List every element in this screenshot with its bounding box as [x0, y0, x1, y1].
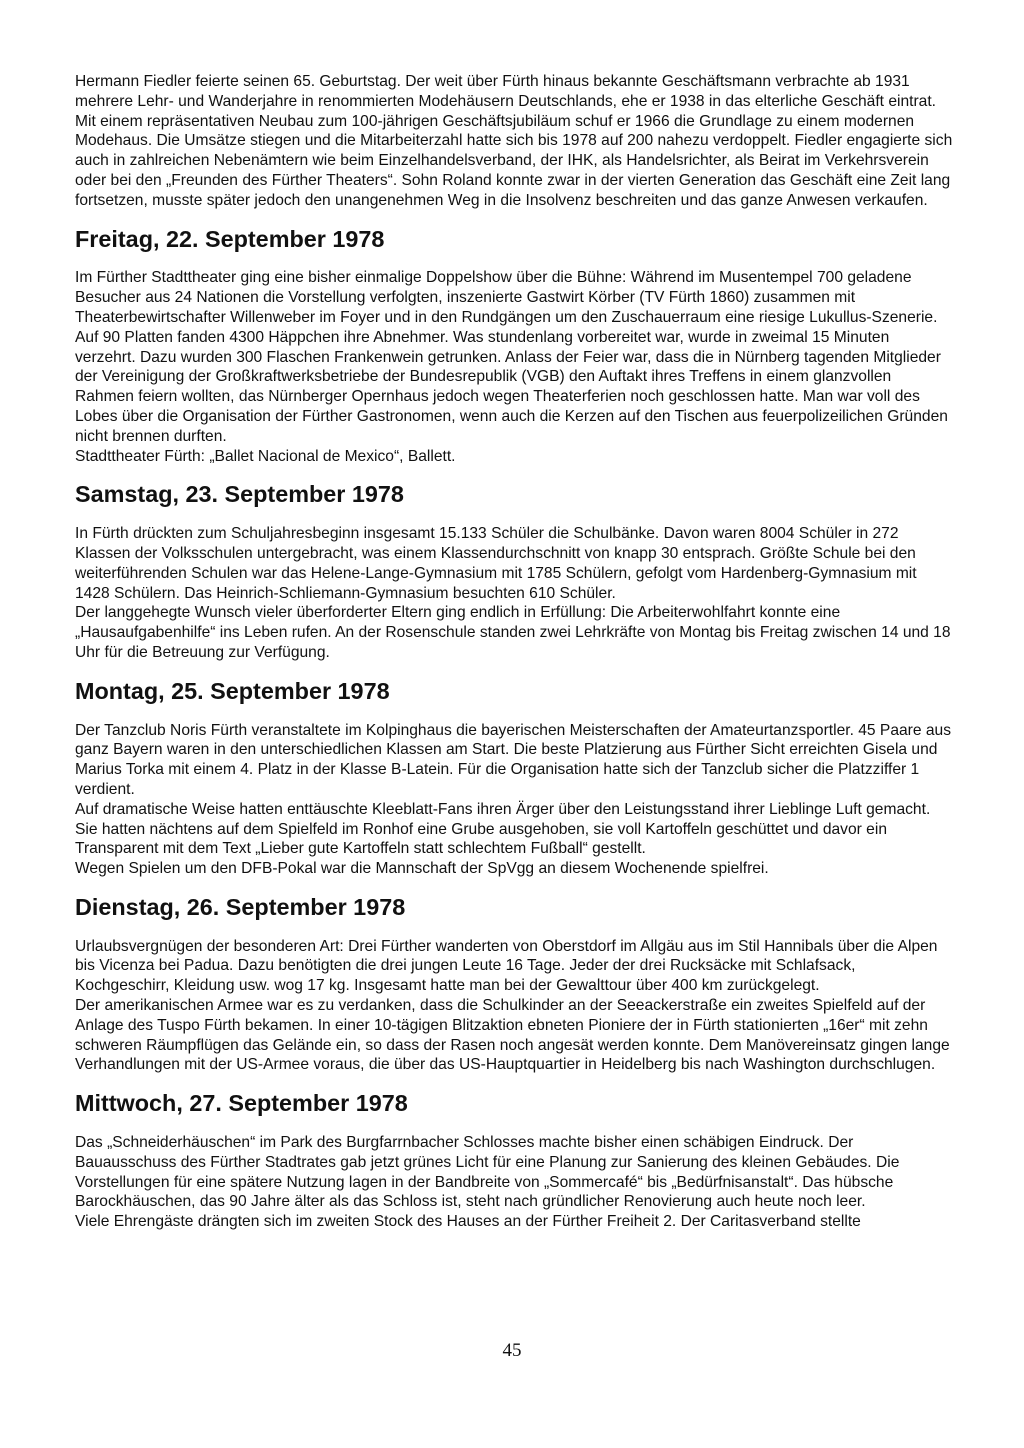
- paragraph: Das „Schneiderhäuschen“ im Park des Burgfarrnbacher Schlosses machte bisher einen schäbigen Eindruck. Der Bauausschuss des Fürther Stadtrates gab jetzt grünes Licht für eine Planung zur Sanierung des kleinen Gebäudes. Die Vorstellungen für eine spätere Nutzung lagen in der Bandbreite von „Sommercafé“ bis „Bedürfnisanstalt“. Das hübsche Barockhäuschen, das 90 Jahre älter als das Schloss ist, steht nach gründlicher Renovierung auch heute noch leer.: [75, 1134, 900, 1211]
- paragraph: Stadttheater Fürth: „Ballet Nacional de Mexico“, Ballett.: [75, 447, 456, 465]
- section-heading: Freitag, 22. September 1978: [75, 225, 385, 252]
- section-heading: Montag, 25. September 1978: [75, 677, 390, 704]
- section-heading: Samstag, 23. September 1978: [75, 481, 404, 508]
- paragraph: Viele Ehrengäste drängten sich im zweiten Stock des Hauses an der Fürther Freiheit 2. Der Caritasverband stellte: [75, 1213, 861, 1231]
- intro-paragraph: Hermann Fiedler feierte seinen 65. Geburtstag. Der weit über Fürth hinaus bekannte Geschäftsmann verbrachte ab 1931 mehrere Lehr- und Wanderjahre in renommierten Modehäusern Deutschlands, ehe er 1938 in das elterliche Geschäft eintrat. Mit einem repräsentativen Neubau zum 100-jährigen Geschäftsjubiläum schuf er 1966 die Grundlage zu einem modernen Modehaus. Die Umsätze stiegen und die Mitarbeiterzahl hatte sich bis 1978 auf 200 nahezu verdoppelt. Fiedler engagierte sich auch in zahlreichen Nebenämtern wie beim Einzelhandelsverband, der IHK, als Handelsrichter, als Beirat im Verkehrsverein oder bei den „Freunden des Fürther Theaters“. Sohn Roland konnte zwar in der vierten Generation das Geschäft eine Zeit lang fortsetzen, musste später jedoch den unangenehmen Weg in die Insolvenz beschreiten und das ganze Anwesen verkaufen.: [75, 73, 953, 209]
- paragraph: In Fürth drückten zum Schuljahresbeginn insgesamt 15.133 Schüler die Schulbänke. Davon waren 8004 Schüler in 272 Klassen der Volksschulen untergebracht, was einem Klassendurchschnitt von knapp 30 entsprach. Größte Schule bei den weiterführenden Schulen war das Helene-Lange-Gymnasium mit 1785 Schülern, gefolgt vom Hardenberg-Gymnasium mit 1428 Schülern. Das Heinrich-Schliemann-Gymnasium besuchten 610 Schüler.: [75, 525, 917, 602]
- page-body: [75, 72, 953, 1232]
- section-heading: Mittwoch, 27. September 1978: [75, 1090, 408, 1117]
- paragraph: Urlaubsvergnügen der besonderen Art: Drei Fürther wanderten von Oberstdorf im Allgäu aus im Stil Hannibals über die Alpen bis Vicenza bei Padua. Dazu benötigten die drei jungen Leute 16 Tage. Jeder der drei Rucksäcke mit Schlafsack, Kochgeschirr, Kleidung usw. wog 17 kg. Insgesamt hatte man bei der Gewalttour über 400 km zurückgelegt.: [75, 937, 938, 995]
- paragraph: Im Fürther Stadttheater ging eine bisher einmalige Doppelshow über die Bühne: Während im Musentempel 700 geladene Besucher aus 24 Nationen die Vorstellung verfolgten, inszenierte Gastwirt Körber (TV Fürth 1860) zusammen mit Theaterbewirtschafter Willenweber im Foyer und in den Rundgängen um den Zuschauerraum eine riesige Lukullus-Szenerie. Auf 90 Platten fanden 4300 Häppchen ihre Abnehmer. Was stundenlang vorbereitet war, wurde in zweimal 15 Minuten verzehrt. Dazu wurden 300 Flaschen Frankenwein getrunken. Anlass der Feier war, dass die in Nürnberg tagenden Mitglieder der Vereinigung der Großkraftwerksbetriebe der Bundesrepublik (VGB) den Auftakt ihres Treffens in einem glanzvollen Rahmen feiern wollten, das Nürnberger Opernhaus jedoch wegen Theaterferien noch geschlossen hatte. Man war voll des Lobes über die Organisation der Fürther Gastronomen, wenn auch die Kerzen auf den Tischen aus feuerpolizeilichen Gründen nicht brennen durften.: [75, 269, 948, 445]
- paragraph: Der amerikanischen Armee war es zu verdanken, dass die Schulkinder an der Seeackerstraße ein zweites Spielfeld auf der Anlage des Tuspo Fürth bekamen. In einer 10-tägigen Blitzaktion ebneten Pioniere der in Fürth stationierten „16er“ mit zehn schweren Räumpflügen das Gelände ein, so dass der Rasen noch angesät werden konnte. Dem Manövereinsatz gingen lange Verhandlungen mit der US-Armee voraus, die über das US-Hauptquartier in Heidelberg bis nach Washington durchschlugen.: [75, 997, 950, 1074]
- section-heading: Dienstag, 26. September 1978: [75, 893, 406, 920]
- paragraph: Auf dramatische Weise hatten enttäuschte Kleeblatt-Fans ihren Ärger über den Leistungsstand ihrer Lieblinge Luft gemacht. Sie hatten nächtens auf dem Spielfeld im Ronhof eine Grube ausgehoben, sie voll Kartoffeln geschüttet und davor ein Transparent mit dem Text „Lieber gute Kartoffeln statt schlechtem Fußball“ gestellt.: [75, 800, 931, 858]
- paragraph: Der Tanzclub Noris Fürth veranstaltete im Kolpinghaus die bayerischen Meisterschaften der Amateurtanzsportler. 45 Paare aus ganz Bayern waren in den unterschiedlichen Klassen am Start. Die beste Platzierung aus Fürther Sicht erreichten Gisela und Marius Torka mit einem 4. Platz in der Klasse B-Latein. Für die Organisation hatte sich der Tanzclub sicher die Platzziffer 1 verdient.: [75, 721, 952, 798]
- paragraph: Der langgehegte Wunsch vieler überforderter Eltern ging endlich in Erfüllung: Die Arbeiterwohlfahrt konnte eine „Hausaufgabenhilfe“ ins Leben rufen. An der Rosenschule standen zwei Lehrkräfte von Montag bis Freitag zwischen 14 und 18 Uhr für die Betreuung zur Verfügung.: [75, 604, 951, 661]
- paragraph: Wegen Spielen um den DFB-Pokal war die Mannschaft der SpVgg an diesem Wochenende spielfrei.: [75, 860, 769, 878]
- page-number: 45: [502, 1340, 522, 1361]
